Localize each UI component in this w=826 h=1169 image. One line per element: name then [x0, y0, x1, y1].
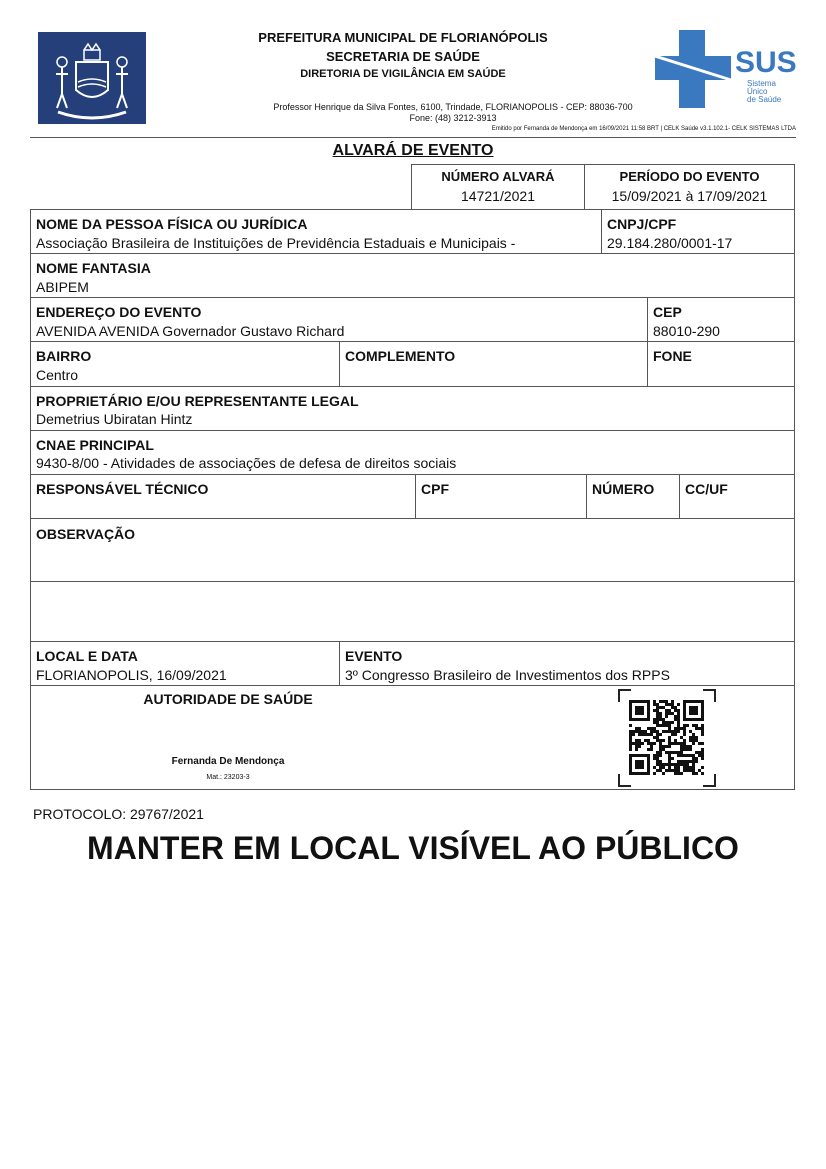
- cnae-label: CNAE PRINCIPAL: [36, 437, 154, 453]
- responsavel-ccuf-cell: [679, 474, 795, 519]
- responsavel-numero-cell: [586, 474, 680, 519]
- endereco-label: ENDEREÇO DO EVENTO: [36, 304, 202, 320]
- responsavel-cell: [30, 474, 416, 519]
- cnae-cell: [30, 430, 795, 475]
- numero-alvara-cell: [411, 164, 585, 210]
- bairro-value: Centro: [36, 367, 79, 383]
- local-data-label: LOCAL E DATA: [36, 648, 138, 664]
- header-diretoria: DIRETORIA DE VIGILÂNCIA EM SAÚDE: [300, 68, 506, 80]
- signature-mat: Mat.: 23203-3: [206, 774, 250, 781]
- local-data-cell: [30, 641, 340, 686]
- bairro-cell: [30, 341, 340, 387]
- header-phone: Fone: (48) 3212-3913: [409, 113, 497, 123]
- cep-cell: [647, 297, 795, 342]
- emission-info: Emitido por Fernanda de Mendonça em 16/09/2021 11:58 BRT | CELK Saúde v3.1.102.1- CELK SISTEMAS LTDA: [491, 126, 796, 132]
- cnae-value: 9430-8/00 - Atividades de associações de defesa de direitos sociais: [36, 455, 457, 471]
- fantasia-label: NOME FANTASIA: [36, 260, 151, 276]
- periodo-evento-cell: [584, 164, 795, 210]
- header-secretaria: SECRETARIA DE SAÚDE: [326, 49, 480, 64]
- autoridade-cell: [30, 685, 795, 790]
- evento-cell: [339, 641, 795, 686]
- responsavel-cpf-label: CPF: [421, 481, 449, 497]
- pessoa-label: NOME DA PESSOA FÍSICA OU JURÍDICA: [36, 216, 308, 232]
- endereco-value: AVENIDA AVENIDA Governador Gustavo Richard: [36, 323, 345, 339]
- signature-name: Fernanda De Mendonça: [171, 756, 285, 767]
- observacao-label: OBSERVAÇÃO: [36, 526, 136, 542]
- fantasia-cell: [30, 253, 795, 298]
- fone-cell: [647, 341, 795, 387]
- header-divider: [30, 137, 796, 138]
- numero-alvara-value: 14721/2021: [461, 188, 535, 204]
- protocol-number: PROTOCOLO: 29767/2021: [33, 806, 204, 822]
- observacao-cell: [30, 518, 795, 582]
- cnpj-value: 29.184.280/0001-17: [607, 235, 733, 251]
- responsavel-cpf-cell: [415, 474, 587, 519]
- cnpj-cell: [601, 209, 795, 254]
- coat-of-arms-logo: [38, 32, 146, 124]
- evento-value: 3º Congresso Brasileiro de Investimentos dos RPPS: [345, 667, 670, 683]
- proprietario-value: Demetrius Ubiratan Hintz: [36, 411, 193, 427]
- responsavel-ccuf-label: CC/UF: [685, 481, 728, 497]
- proprietario-cell: [30, 386, 795, 431]
- cnpj-label: CNPJ/CPF: [607, 216, 677, 232]
- complemento-cell: [339, 341, 648, 387]
- evento-label: EVENTO: [345, 648, 403, 664]
- header-prefeitura: PREFEITURA MUNICIPAL DE FLORIANÓPOLIS: [258, 30, 548, 45]
- proprietario-label: PROPRIETÁRIO E/OU REPRESENTANTE LEGAL: [36, 393, 359, 409]
- sus-line3: de Saúde: [747, 95, 782, 104]
- sus-brand: SUS: [735, 46, 797, 79]
- sus-cross-icon: [655, 30, 737, 110]
- cep-label: CEP: [653, 304, 682, 320]
- responsavel-numero-label: NÚMERO: [592, 481, 655, 497]
- periodo-evento-value: 15/09/2021 à 17/09/2021: [611, 188, 768, 204]
- document-title: ALVARÁ DE EVENTO: [332, 142, 494, 159]
- sus-logo: [655, 30, 800, 110]
- complemento-label: COMPLEMENTO: [345, 348, 456, 364]
- periodo-evento-label: PERÍODO DO EVENTO: [619, 169, 760, 184]
- observacao-extra-cell: [30, 581, 795, 642]
- local-data-value: FLORIANOPOLIS, 16/09/2021: [36, 667, 227, 683]
- fantasia-value: ABIPEM: [36, 279, 89, 295]
- fone-label: FONE: [653, 348, 692, 364]
- responsavel-label: RESPONSÁVEL TÉCNICO: [36, 481, 209, 497]
- sus-line2: Único: [747, 87, 768, 96]
- public-notice: MANTER EM LOCAL VISÍVEL AO PÚBLICO: [87, 830, 739, 866]
- pessoa-cell: [30, 209, 602, 254]
- bairro-label: BAIRRO: [36, 348, 92, 364]
- pessoa-value: Associação Brasileira de Instituições de Previdência Estaduais e Municipais -: [36, 235, 516, 251]
- endereco-cell: [30, 297, 648, 342]
- numero-alvara-label: NÚMERO ALVARÁ: [441, 169, 555, 184]
- autoridade-label: AUTORIDADE DE SAÚDE: [143, 691, 313, 707]
- sus-line1: Sistema: [747, 79, 776, 88]
- header-address: Professor Henrique da Silva Fontes, 6100, Trindade, FLORIANOPOLIS - CEP: 88036-700: [273, 102, 633, 112]
- cep-value: 88010-290: [653, 323, 720, 339]
- qr-code: [617, 688, 717, 788]
